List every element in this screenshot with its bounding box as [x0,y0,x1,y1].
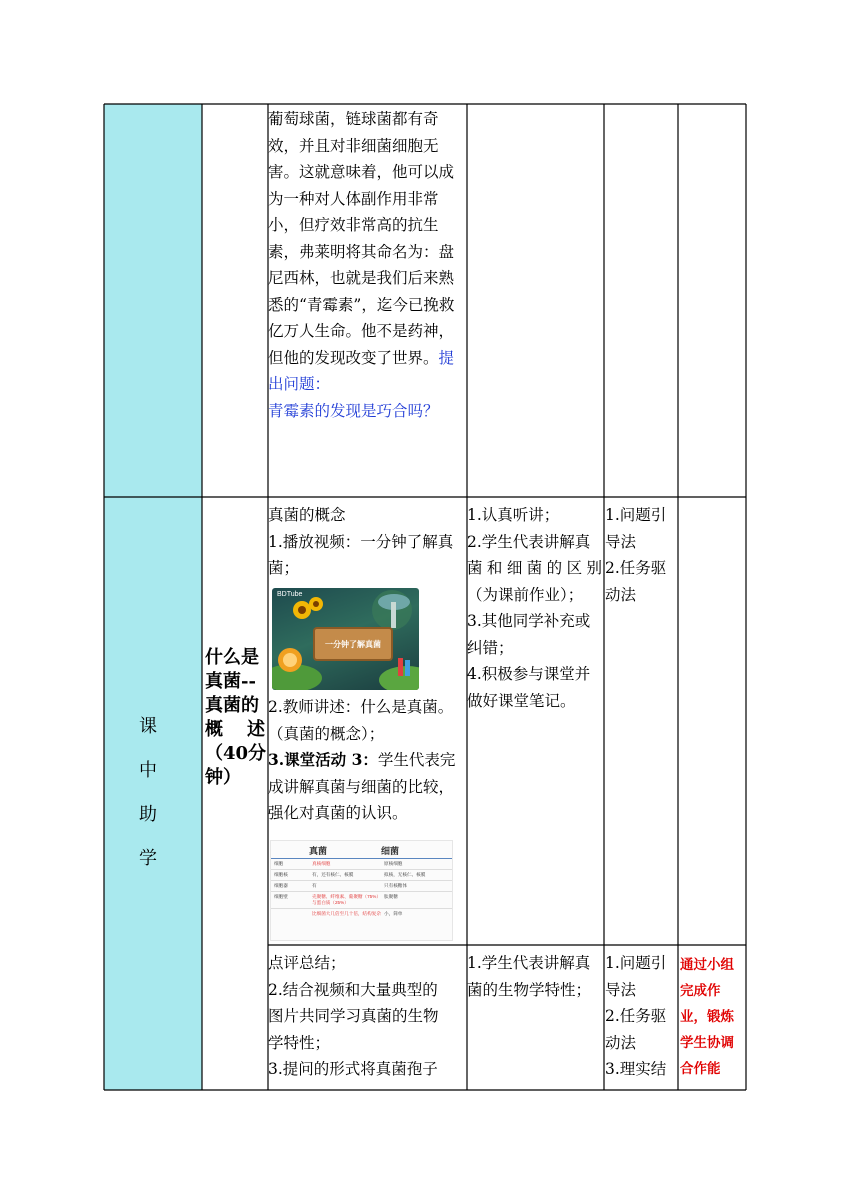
compare-header: 细菌 [381,846,400,856]
student-step: 菌的生物学特性； [467,980,592,999]
method-line: 动法 [605,1033,637,1052]
method-line: 导法 [605,980,637,999]
compare-cell: 细胞 [274,861,284,866]
note-line: 合作能 [680,1061,721,1077]
teacher-step: （真菌的概念）； [268,724,385,743]
story-line: 尼西林，也就是我们后来熟 [268,269,455,287]
teaching-methods [605,502,679,608]
story-line: 亿万人生命。他不是药神， [268,322,455,340]
section-char: 中 [139,760,157,781]
story-line-text: 但他的发现改变了世界。 [268,348,439,367]
teacher-step: 学特性； [268,1033,331,1052]
question-text: 青霉素的发现是巧合吗？ [268,401,439,420]
compare-header: 真菌 [309,846,328,856]
story-line: 悉的“青霉素”，迄今已挽救 [268,295,455,314]
method-line: 导法 [605,532,637,551]
story-line: 为一种对人体副作用非常 [268,189,439,208]
video-thumbnail[interactable] [272,588,419,690]
section-char: 助 [139,804,157,825]
activity-text: 学生代表完 [377,751,456,769]
topic-line: 真菌的 [205,695,259,716]
student-step: 做好课堂笔记。 [467,691,576,710]
compare-cell: 只有核糖体 [384,883,407,888]
teacher-step: 成讲解真菌与细菌的比较， [268,777,455,796]
compare-cell: 原核细胞 [384,861,403,866]
activity-line [268,747,473,774]
fungi-bacteria-comparison-image [270,840,453,941]
student-step: 1.认真听讲； [467,506,560,524]
compare-cell: 拟核，无核仁、核膜 [384,872,426,877]
topic-line: 真菌-- [205,671,256,692]
student-summary [467,950,607,1003]
compare-cell: 细胞核 [274,872,288,877]
method-line: 1.问题引 [605,954,667,972]
section-label [118,705,178,881]
student-step: 菌和细菌的区别 [467,559,602,577]
question-prompt-end: 出问题： [268,375,331,393]
student-step: 3.其他同学补充或 [467,612,591,630]
compare-cell: 比细菌大几倍至几十倍，结构复杂 [312,911,381,916]
activity-label: 3.课堂活动 3： [268,750,378,769]
teacher-step: 2.教师讲述：什么是真菌。 [268,698,454,716]
note-line: 业，锻炼 [680,1009,734,1025]
topic-line: 什么是 [205,647,259,668]
compare-cell: 有，还有核仁、核膜 [312,872,354,877]
method-line: 2.任务驱 [605,1007,667,1025]
compare-cell: 真核细胞 [312,861,331,866]
teacher-step: 1.播放视频：一分钟了解真 [268,532,454,551]
section-char: 学 [139,848,157,869]
method-line: 2.任务驱 [605,559,667,577]
compare-cell: 肽聚糖 [384,894,398,899]
compare-cell: 有 [312,883,317,888]
story-line: 效，并且对非细菌细胞无 [268,136,439,155]
story-line: 素，弗莱明将其命名为：盘 [268,242,455,261]
compare-cell: 壳聚糖、纤维素、葡聚糖（75%）与蛋白质（25%） [312,894,381,905]
video-title: 一分钟了解真菌 [325,640,381,649]
note-line: 通过小组 [680,957,734,973]
sunflower-icon [293,597,323,619]
student-step: （为课前作业）； [467,585,584,604]
compare-cell: 细胞壁 [274,894,288,899]
teacher-activity-b [268,694,473,827]
question-prompt-start: 提 [438,348,455,367]
compare-cell: 细胞器 [274,883,288,888]
teacher-activity-a [268,502,468,582]
story-line-last [268,345,468,372]
section-char: 课 [139,716,157,737]
compare-cell: 小，简单 [384,911,403,916]
student-step: 4.积极参与课堂并 [467,665,591,683]
topic-line: 钟） [205,767,241,788]
teacher-summary [268,950,468,1083]
student-activity [467,502,607,714]
teacher-step: 2.结合视频和大量典型的 [268,980,438,999]
teacher-step: 强化对真菌的认识。 [268,804,408,822]
teacher-step: 3.提问的形式将真菌孢子 [268,1060,438,1078]
topic-line: （40分 [205,743,267,764]
teacher-step: 图片共同学习真菌的生物 [268,1007,439,1025]
compare-cell [271,911,312,917]
topic-line: 概 述 [205,719,265,740]
note-line: 学生协调 [680,1035,734,1051]
story-line: 害。这就意味着，他可以成 [268,163,455,181]
student-step: 1.学生代表讲解真 [467,954,591,972]
story-line: 葡萄球菌，链球菌都有奇 [268,110,439,128]
student-step: 纠错； [467,638,514,657]
student-step: 2.学生代表讲解真 [467,532,591,551]
method-line: 3.理实结 [605,1060,667,1078]
story-line: 小，但疗效非常高的抗生 [268,216,439,234]
video-logo: BDTube [277,591,303,598]
section-cell-bg [104,104,202,1090]
topic-title [205,646,267,790]
teacher-step: 菌； [268,559,300,577]
summary-methods [605,950,679,1083]
story-text-block [268,106,468,424]
concept-heading: 真菌的概念 [268,506,346,524]
group-work-note [680,952,746,1082]
method-line: 1.问题引 [605,506,667,524]
note-line: 完成作 [680,983,721,999]
teacher-step: 点评总结； [268,954,346,972]
method-line: 动法 [605,585,637,604]
